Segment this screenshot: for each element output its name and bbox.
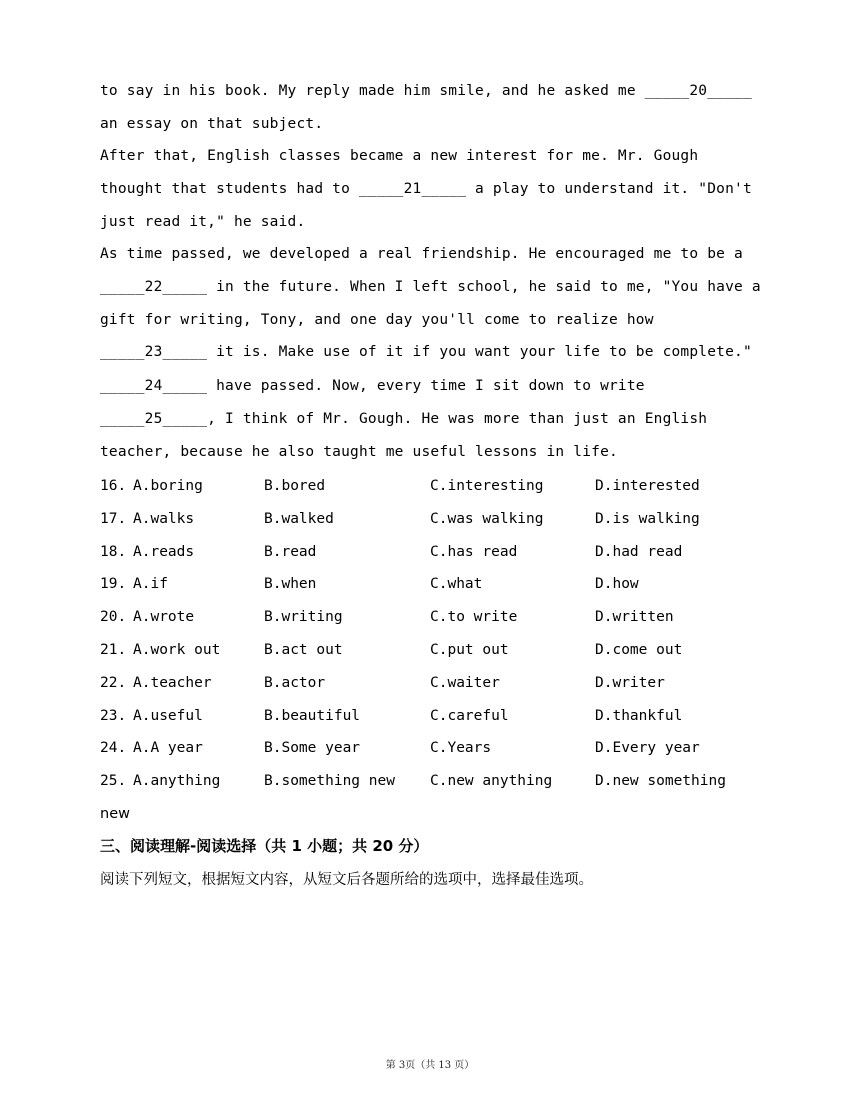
option-a: A.useful <box>133 707 203 724</box>
option-c: C.new anything <box>430 773 553 790</box>
option-a: A.anything <box>133 773 221 790</box>
option-b: B.walked <box>264 510 334 527</box>
option-c: C.put out <box>430 641 509 658</box>
question-row-16 <box>100 470 780 503</box>
option-d: D.had read <box>595 543 683 560</box>
option-b: B.beautiful <box>264 707 361 724</box>
option-d: D.come out <box>595 641 683 658</box>
question-row-23 <box>100 700 780 733</box>
option-c: C.careful <box>430 707 509 724</box>
option-d: D.writer <box>595 674 665 691</box>
option-b: B.bored <box>264 478 326 494</box>
option-b: B.writing <box>264 609 343 626</box>
question-number: 20. <box>100 609 127 626</box>
question-row-20 <box>100 601 780 634</box>
option-d: D.how <box>595 576 639 593</box>
passage-paragraph-3: As time passed, we developed a real friendship. He encouraged me to be a _____22_____ in the future. When I left school, he said to me, "You have a gift for writing, Tony, and one day you'll come to realize how _____23_____ it is. Make use of it if you want your life to be complete." <box>100 246 770 361</box>
option-c: C.has read <box>430 543 518 560</box>
question-number: 23. <box>100 707 127 724</box>
option-c: C.was walking <box>430 510 544 527</box>
question-number: 18. <box>100 543 127 560</box>
option-d: D.written <box>595 609 674 626</box>
option-c: C.what <box>430 576 483 593</box>
wrapped-option-text: new <box>100 806 130 822</box>
question-number: 16. <box>100 478 127 494</box>
option-a: A.if <box>133 576 168 593</box>
option-d: D.is walking <box>595 510 700 527</box>
option-b: B.when <box>264 576 317 593</box>
question-row-25 <box>100 765 780 798</box>
option-a: A.walks <box>133 510 195 527</box>
option-b: B.read <box>264 543 317 560</box>
option-c: C.to write <box>430 609 518 626</box>
question-number: 21. <box>100 641 127 658</box>
option-d: D.new something <box>595 773 726 790</box>
section-instruction: 阅读下列短文，根据短文内容，从短文后各题所给的选项中，选择最佳选项。 <box>100 872 593 888</box>
option-b: B.act out <box>264 641 343 658</box>
option-d: D.Every year <box>595 740 700 757</box>
option-a: A.work out <box>133 641 221 658</box>
options-list <box>100 470 780 798</box>
question-row-17 <box>100 503 780 536</box>
option-b: B.actor <box>264 674 326 691</box>
option-c: C.Years <box>430 740 492 757</box>
option-a: A.A year <box>133 740 203 757</box>
option-b: B.Some year <box>264 740 361 757</box>
question-number: 17. <box>100 510 127 527</box>
option-c: C.interesting <box>430 478 544 494</box>
option-d: D.thankful <box>595 707 683 724</box>
passage-paragraph-2: After that, English classes became a new interest for me. Mr. Gough thought that students had to _____21_____ a play to understand it. "Don't just read it," he said. <box>100 148 761 230</box>
question-row-18 <box>100 536 780 569</box>
question-number: 19. <box>100 576 127 593</box>
question-number: 25. <box>100 773 127 790</box>
option-d: D.interested <box>595 478 700 494</box>
question-number: 24. <box>100 740 127 757</box>
page-footer: 第 3页（共 13 页） <box>385 1060 475 1071</box>
passage-paragraph-1: to say in his book. My reply made him smile, and he asked me _____20_____ an essay on that subject. <box>100 83 761 132</box>
passage-paragraph-4: _____24_____ have passed. Now, every time I sit down to write _____25_____, I think of Mr. Gough. He was more than just an English teacher, because he also taught me useful lessons in life. <box>100 378 717 460</box>
option-b: B.something new <box>264 773 395 790</box>
question-number: 22. <box>100 674 127 691</box>
option-a: A.wrote <box>133 609 195 626</box>
option-a: A.boring <box>133 478 203 494</box>
question-row-19 <box>100 568 780 601</box>
question-row-22 <box>100 667 780 700</box>
question-row-21 <box>100 634 780 667</box>
question-row-24 <box>100 732 780 765</box>
option-a: A.reads <box>133 543 195 560</box>
section-heading: 三、阅读理解-阅读选择（共 1 小题；共 20 分） <box>100 837 429 855</box>
option-c: C.waiter <box>430 674 500 691</box>
option-a: A.teacher <box>133 674 212 691</box>
